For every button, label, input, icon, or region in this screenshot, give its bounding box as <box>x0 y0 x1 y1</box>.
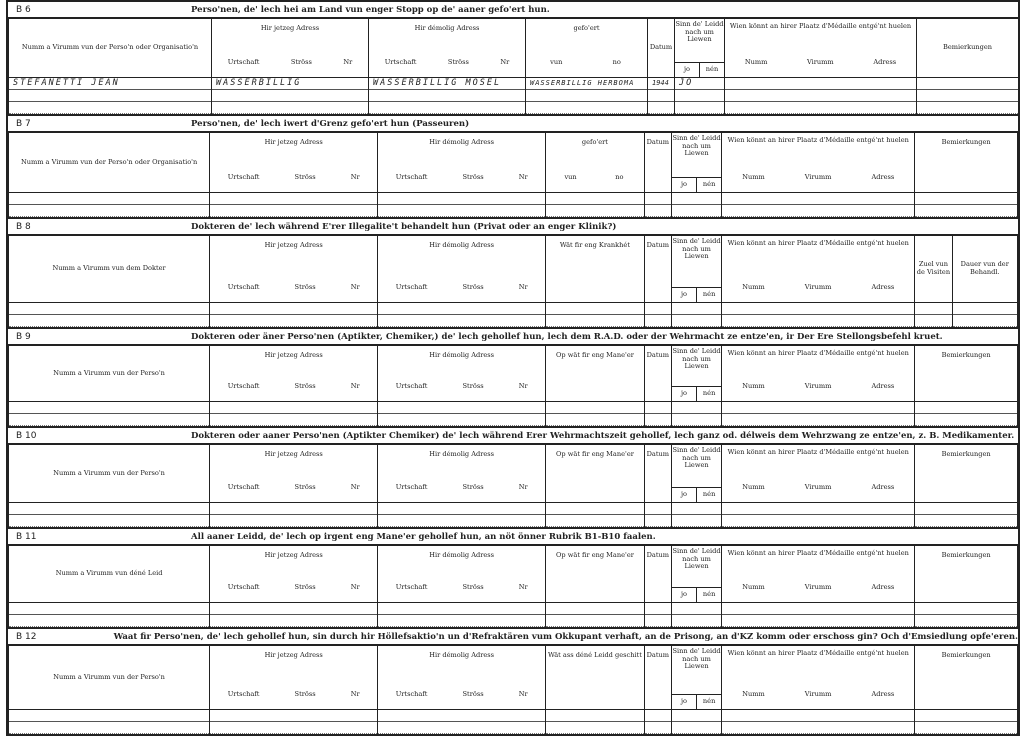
vun-label: vun <box>550 58 563 67</box>
stross-label: Ströss <box>294 382 316 391</box>
urtschaft-label: Urtschaft <box>395 382 428 391</box>
stross-label: Ströss <box>294 690 316 699</box>
numm-label: Numm <box>742 283 765 292</box>
nen-label: nén <box>699 63 724 77</box>
bemierkungen-cell[interactable] <box>917 78 1019 90</box>
sinn-label: Sinn de' Leidd nach um Liewen <box>672 347 721 371</box>
cell[interactable] <box>722 414 915 426</box>
stross-label: Ströss <box>462 382 484 391</box>
cell[interactable] <box>671 503 721 515</box>
stross-label: Ströss <box>294 173 316 182</box>
section-code: B 7 <box>16 118 31 129</box>
virumm-label: Virumm <box>804 483 832 492</box>
nr-label: Nr <box>518 382 528 391</box>
cell[interactable] <box>722 193 915 205</box>
cell[interactable] <box>210 193 378 205</box>
cell[interactable] <box>671 722 721 734</box>
datum-label: Datum <box>644 445 671 503</box>
adress-label: Adress <box>871 690 895 699</box>
section-title: Perso'nen, de' lech hei am Land vun enger Stopp op de' aaner gefo'ert hun. <box>191 4 550 15</box>
cell[interactable] <box>369 102 526 114</box>
handwritten-demolig[interactable]: WASSERBILLIG MOSEL <box>369 78 526 90</box>
cell[interactable] <box>722 603 915 615</box>
urtschaft-label: Urtschaft <box>395 583 428 592</box>
gefoert-label: gefo'ert <box>581 138 608 146</box>
col4-label: Op wät fir eng Mane'er <box>546 445 645 503</box>
numm-label: Numm <box>742 382 765 391</box>
cell[interactable] <box>671 315 721 327</box>
datum-label: Datum <box>644 546 671 603</box>
cell[interactable] <box>722 205 915 217</box>
nr-label: Nr <box>518 483 528 492</box>
nen-label: nén <box>696 588 721 602</box>
demolig-label: Hir démolig Adress <box>429 651 495 659</box>
sinn-label: Sinn de' Leidd nach um Liewen <box>675 20 724 44</box>
stross-label: Ströss <box>462 173 484 182</box>
jetzeg-label: Hir jetzeg Adress <box>264 241 323 249</box>
sinn-label: Sinn de' Leidd nach um Liewen <box>672 237 721 261</box>
section-title: Dokteren de' lech während E'rer Illegalite't behandelt hun (Privat oder an enger Klinik?) <box>191 221 617 232</box>
cell[interactable] <box>9 414 210 426</box>
cell[interactable] <box>915 722 1018 734</box>
cell[interactable] <box>210 515 378 527</box>
urtschaft-label: Urtschaft <box>395 173 428 182</box>
section-code: B 8 <box>16 221 31 232</box>
cell[interactable] <box>915 603 1018 615</box>
nr-label: Nr <box>343 58 353 67</box>
col-name: Numm a Virumm vun déné Leid <box>9 546 210 603</box>
section-title: Dokteren oder äner Perso'nen (Aptikter, Chemiker,) de' lech gehollef hun, lech dem R.A.D. oder der Wehrmacht ze entze'en, ir Der Ere Stellongsbefehl kruet. <box>191 331 943 342</box>
cell[interactable] <box>546 303 645 315</box>
adress-label: Adress <box>871 583 895 592</box>
cell[interactable] <box>671 603 721 615</box>
cell[interactable] <box>9 193 210 205</box>
cell[interactable] <box>671 205 721 217</box>
handwritten-jo[interactable]: JO <box>675 78 725 90</box>
gefoert-label: gefo'ert <box>573 24 600 32</box>
jetzeg-label: Hir jetzeg Adress <box>264 551 323 559</box>
adress-label: Adress <box>871 382 895 391</box>
handwritten-name[interactable]: STEFANETTI JEAN <box>9 78 212 90</box>
cell[interactable] <box>546 205 645 217</box>
cell[interactable] <box>644 205 671 217</box>
cell[interactable] <box>644 515 671 527</box>
section-b12 <box>8 627 1018 734</box>
cell[interactable] <box>648 102 675 114</box>
section-b7 <box>8 114 1018 217</box>
cell[interactable] <box>675 102 725 114</box>
jo-label: jo <box>680 290 687 299</box>
cell[interactable] <box>644 503 671 515</box>
virumm-label: Virumm <box>804 583 832 592</box>
adress-label: Adress <box>871 283 895 292</box>
col4-label: Op wät fir eng Mane'er <box>546 546 645 603</box>
col4-label: Wät fir eng Krankhét <box>546 236 645 303</box>
cell[interactable] <box>725 102 917 114</box>
cell[interactable] <box>671 303 721 315</box>
wien-label: Wien könnt an hirer Plaatz d'Médaille entgé'nt huelen <box>727 649 909 657</box>
nr-label: Nr <box>518 690 528 699</box>
urtschaft-label: Urtschaft <box>227 58 260 67</box>
cell[interactable] <box>722 303 915 315</box>
cell[interactable] <box>546 615 645 627</box>
cell[interactable] <box>210 722 378 734</box>
cell[interactable] <box>546 402 645 414</box>
cell[interactable] <box>378 414 546 426</box>
handwritten-vun-no[interactable]: WASSERBILLIG HERBOMA <box>526 78 648 90</box>
cell[interactable] <box>546 515 645 527</box>
urtschaft-label: Urtschaft <box>227 382 260 391</box>
datum-label: Datum <box>644 346 671 402</box>
col-name: Numm a Virumm vun der Perso'n <box>9 646 210 710</box>
cell[interactable] <box>644 710 671 722</box>
cell[interactable] <box>378 503 546 515</box>
nr-label: Nr <box>518 173 528 182</box>
cell[interactable] <box>378 402 546 414</box>
col-name: Numm a Virumm vun der Perso'n <box>9 445 210 503</box>
jetzeg-label: Hir jetzeg Adress <box>264 351 323 359</box>
cell[interactable] <box>210 710 378 722</box>
adress-label: Adress <box>873 58 897 67</box>
cell[interactable] <box>915 414 1018 426</box>
sinn-label: Sinn de' Leidd nach um Liewen <box>672 134 721 158</box>
datum-label: Datum <box>644 646 671 710</box>
cell[interactable] <box>644 722 671 734</box>
cell[interactable] <box>546 315 645 327</box>
sinn-label: Sinn de' Leidd nach um Liewen <box>672 647 721 671</box>
bemierkungen-label: Bemierkungen <box>915 445 1018 503</box>
jo-label: jo <box>680 490 687 499</box>
nr-label: Nr <box>350 583 360 592</box>
nr-label: Nr <box>518 283 528 292</box>
bemierkungen-label: Bemierkungen <box>915 346 1018 402</box>
wien-label: Wien könnt an hirer Plaatz d'Médaille entgé'nt huelen <box>729 22 912 30</box>
cell[interactable] <box>378 193 546 205</box>
cell[interactable] <box>952 315 1017 327</box>
cell[interactable] <box>9 205 210 217</box>
stross-label: Ströss <box>462 583 484 592</box>
virumm-label: Virumm <box>804 690 832 699</box>
cell[interactable] <box>671 615 721 627</box>
urtschaft-label: Urtschaft <box>395 690 428 699</box>
virumm-label: Virumm <box>804 382 832 391</box>
cell[interactable] <box>671 515 721 527</box>
sinn-label: Sinn de' Leidd nach um Liewen <box>672 446 721 470</box>
demolig-label: Hir démolig Adress <box>429 138 495 146</box>
nen-label: nén <box>696 387 721 401</box>
stross-label: Ströss <box>290 58 312 67</box>
cell[interactable] <box>546 722 645 734</box>
cell[interactable] <box>210 315 378 327</box>
jo-label: jo <box>680 697 687 706</box>
section-b8 <box>8 217 1018 327</box>
stross-label: Ströss <box>294 583 316 592</box>
cell[interactable] <box>9 615 210 627</box>
nr-label: Nr <box>350 483 360 492</box>
urtschaft-label: Urtschaft <box>395 283 428 292</box>
cell[interactable] <box>722 722 915 734</box>
cell[interactable] <box>378 205 546 217</box>
section-b9 <box>8 327 1018 426</box>
cell[interactable] <box>644 193 671 205</box>
cell[interactable] <box>644 414 671 426</box>
cell[interactable] <box>671 414 721 426</box>
bemierkungen-label: Bemierkungen <box>915 546 1018 603</box>
cell[interactable] <box>9 402 210 414</box>
handwritten-datum[interactable]: 1944 <box>648 78 675 90</box>
cell[interactable] <box>210 414 378 426</box>
cell[interactable] <box>378 615 546 627</box>
urtschaft-label: Urtschaft <box>395 483 428 492</box>
demolig-label: Hir démolig Adress <box>429 351 495 359</box>
demolig-label: Hir démolig Adress <box>429 241 495 249</box>
no-label: no <box>612 58 621 67</box>
cell[interactable] <box>722 710 915 722</box>
nr-label: Nr <box>350 382 360 391</box>
stross-label: Ströss <box>447 58 469 67</box>
wien-label: Wien könnt an hirer Plaatz d'Médaille entgé'nt huelen <box>727 549 909 557</box>
nen-label: nén <box>696 695 721 709</box>
cell[interactable] <box>722 515 915 527</box>
urtschaft-label: Urtschaft <box>227 483 260 492</box>
cell[interactable] <box>9 315 210 327</box>
nr-label: Nr <box>518 583 528 592</box>
col4-label: Wät ass déné Leidd geschitt <box>546 646 645 710</box>
stross-label: Ströss <box>462 483 484 492</box>
cell[interactable] <box>9 515 210 527</box>
stross-label: Ströss <box>462 283 484 292</box>
urtschaft-label: Urtschaft <box>227 690 260 699</box>
cell[interactable] <box>526 90 648 102</box>
col-name: Numm a Virumm vun dem Dokter <box>9 236 210 303</box>
cell[interactable] <box>369 90 526 102</box>
cell[interactable] <box>644 402 671 414</box>
nr-label: Nr <box>350 690 360 699</box>
section-b10 <box>8 426 1018 527</box>
nr-label: Nr <box>350 173 360 182</box>
demolig-label: Hir démolig Adress <box>429 551 495 559</box>
cell[interactable] <box>212 90 369 102</box>
cell[interactable] <box>644 315 671 327</box>
jo-label: jo <box>683 65 690 74</box>
urtschaft-label: Urtschaft <box>227 283 260 292</box>
section-code: B 9 <box>16 331 31 342</box>
cell[interactable] <box>210 603 378 615</box>
cell[interactable] <box>546 193 645 205</box>
numm-label: Numm <box>742 483 765 492</box>
cell[interactable] <box>378 603 546 615</box>
datum-label: Datum <box>644 133 671 193</box>
cell[interactable] <box>210 402 378 414</box>
cell[interactable] <box>526 102 648 114</box>
bemierkungen-label: Bemierkungen <box>917 19 1019 78</box>
cell[interactable] <box>917 90 1019 102</box>
wien-label: Wien könnt an hirer Plaatz d'Médaille entgé'nt huelen <box>727 448 909 456</box>
section-b6 <box>8 0 1018 114</box>
virumm-label: Virumm <box>804 173 832 182</box>
handwritten-jetzeg[interactable]: WASSERBILLIG <box>212 78 369 90</box>
cell[interactable] <box>644 303 671 315</box>
cell[interactable] <box>546 503 645 515</box>
cell[interactable] <box>378 303 546 315</box>
adress-label: Adress <box>871 483 895 492</box>
numm-label: Numm <box>744 58 768 67</box>
cell[interactable] <box>722 615 915 627</box>
datum-label: Datum <box>644 236 671 303</box>
stross-label: Ströss <box>294 283 316 292</box>
demolig-label: Hir démolig Adress <box>429 450 495 458</box>
vun-label: vun <box>564 173 577 182</box>
cell[interactable] <box>378 710 546 722</box>
cell[interactable] <box>210 303 378 315</box>
section-title: All aaner Leidd, de' lech op irgent eng Mane'er gehollef hun, an nöt önner Rubrik B1-B10 faalen. <box>191 531 656 542</box>
cell[interactable] <box>915 315 952 327</box>
cell[interactable] <box>9 102 212 114</box>
virumm-label: Virumm <box>807 58 834 67</box>
jetzeg-label: Hir jetzeg Adress <box>260 24 320 32</box>
cell[interactable] <box>9 303 210 315</box>
numm-label: Numm <box>742 690 765 699</box>
cell[interactable] <box>915 515 1018 527</box>
datum-label: Datum <box>648 19 675 78</box>
cell[interactable] <box>9 90 212 102</box>
jetzeg-label: Hir jetzeg Adress <box>264 138 323 146</box>
cell[interactable] <box>210 503 378 515</box>
cell[interactable] <box>644 603 671 615</box>
cell[interactable] <box>378 722 546 734</box>
nr-label: Nr <box>500 58 510 67</box>
stross-label: Ströss <box>294 483 316 492</box>
jetzeg-label: Hir jetzeg Adress <box>264 450 323 458</box>
section-code: B 10 <box>16 430 37 441</box>
wien-label: Wien könnt an hirer Plaatz d'Médaille entgé'nt huelen <box>727 239 909 247</box>
cell[interactable] <box>9 603 210 615</box>
section-title: Dokteren oder aaner Perso'nen (Aptikter Chemiker) de' lech während Erer Wehrmachtszeit gehollef, lech ganz od. délweis dem Wehrzwang ze entze'en, z. B. Medikamenter. <box>191 430 1015 441</box>
cell[interactable] <box>915 615 1018 627</box>
stross-label: Ströss <box>462 690 484 699</box>
cell[interactable] <box>725 90 917 102</box>
section-title: Perso'nen, de' lech iwert d'Grenz gefo'ert hun (Passeuren) <box>191 118 470 129</box>
wien-label: Wien könnt an hirer Plaatz d'Médaille entgé'nt huelen <box>727 349 909 357</box>
col4-label: Op wät fir eng Mane'er <box>546 346 645 402</box>
cell[interactable] <box>915 303 952 315</box>
urtschaft-label: Urtschaft <box>227 173 260 182</box>
cell[interactable] <box>9 722 210 734</box>
wien-label: Wien könnt an hirer Plaatz d'Médaille entgé'nt huelen <box>727 136 909 144</box>
cell[interactable] <box>210 615 378 627</box>
form <box>6 0 1020 736</box>
cell[interactable] <box>212 102 369 114</box>
nen-label: nén <box>696 178 721 192</box>
numm-label: Numm <box>742 583 765 592</box>
section-code: B 11 <box>16 531 37 542</box>
urtschaft-label: Urtschaft <box>227 583 260 592</box>
numm-label: Numm <box>742 173 765 182</box>
section-code: B 6 <box>16 4 31 15</box>
cell[interactable] <box>9 503 210 515</box>
cell[interactable] <box>722 503 915 515</box>
cell[interactable] <box>378 515 546 527</box>
cell[interactable] <box>952 303 1017 315</box>
cell[interactable] <box>648 90 675 102</box>
nen-label: nén <box>696 288 721 302</box>
cell[interactable] <box>675 90 725 102</box>
cell[interactable] <box>915 710 1018 722</box>
demolig-label: Hir démolig Adress <box>414 24 480 32</box>
no-label: no <box>615 173 624 182</box>
nr-label: Nr <box>350 283 360 292</box>
adress-label: Adress <box>871 173 895 182</box>
jetzeg-label: Hir jetzeg Adress <box>264 651 323 659</box>
col-name: Numm a Virumm vun der Perso'n oder Organisatio'n <box>9 19 212 78</box>
bemierkungen-label: Bemierkungen <box>915 133 1018 193</box>
cell[interactable] <box>915 503 1018 515</box>
section-b11 <box>8 527 1018 627</box>
zuel-label: Zuel vun de Visiten <box>915 236 952 303</box>
cell[interactable] <box>915 193 1018 205</box>
dauer-label: Dauer vun der Behandl. <box>952 236 1017 303</box>
jo-label: jo <box>680 180 687 189</box>
cell[interactable] <box>644 615 671 627</box>
cell[interactable] <box>546 603 645 615</box>
cell[interactable] <box>915 402 1018 414</box>
cell[interactable] <box>671 710 721 722</box>
jo-label: jo <box>680 389 687 398</box>
cell[interactable] <box>915 205 1018 217</box>
cell[interactable] <box>722 402 915 414</box>
sinn-label: Sinn de' Leidd nach um Liewen <box>672 547 721 571</box>
cell[interactable] <box>546 414 645 426</box>
virumm-label: Virumm <box>804 283 832 292</box>
cell[interactable] <box>671 402 721 414</box>
cell[interactable] <box>210 205 378 217</box>
urtschaft-label: Urtschaft <box>384 58 417 67</box>
section-title: Waat fir Perso'nen, de' lech gehollef hun, sin durch hir Höllefsaktio'n un d'Refraktären vum Okkupant verhaft, an de Prisong, an d'KZ komm oder erschoss gin? Och d'Emsiedlung opfe'eren. <box>113 631 1018 642</box>
bemierkungen-label: Bemierkungen <box>915 646 1018 710</box>
jo-label: jo <box>680 590 687 599</box>
cell[interactable] <box>9 710 210 722</box>
cell[interactable] <box>722 315 915 327</box>
col-name: Numm a Virumm vun der Perso'n <box>9 346 210 402</box>
col-name: Numm a Virumm vun der Perso'n oder Organisatio'n <box>9 133 210 193</box>
cell[interactable] <box>917 102 1019 114</box>
section-code: B 12 <box>16 631 37 642</box>
cell[interactable] <box>378 315 546 327</box>
cell[interactable] <box>546 710 645 722</box>
nen-label: nén <box>696 488 721 502</box>
cell[interactable] <box>671 193 721 205</box>
wien-cell[interactable] <box>725 78 917 90</box>
